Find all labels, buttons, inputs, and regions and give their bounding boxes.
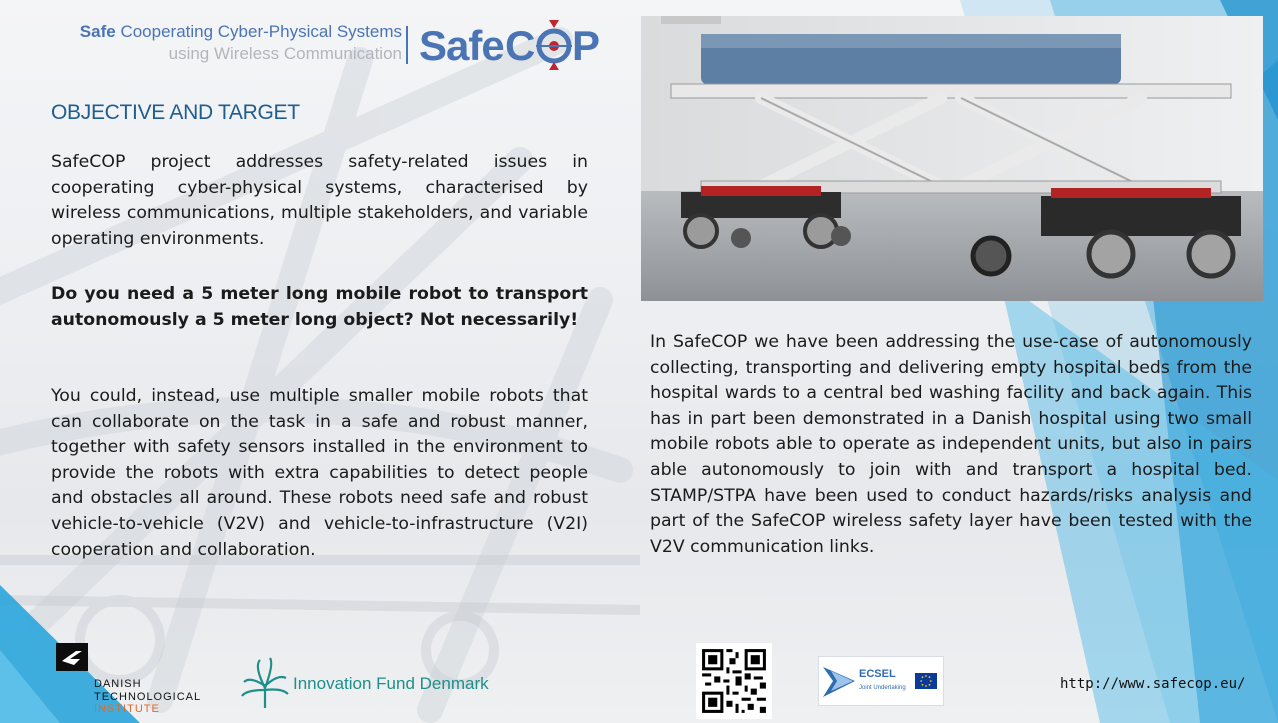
svg-text:C: C <box>505 22 536 69</box>
dti-logo <box>56 643 206 715</box>
section-title: OBJECTIVE AND TARGET <box>51 101 300 124</box>
ecsel-emblem-icon <box>819 657 943 705</box>
project-tagline-subtitle: using Wireless Communication <box>168 44 402 63</box>
safecop-logo <box>419 18 619 70</box>
ifd-leaf-icon <box>240 656 290 712</box>
ecsel-subtitle: Joint Undertaking <box>859 685 906 691</box>
qr-code-icon <box>696 643 772 719</box>
header-divider <box>406 26 408 64</box>
svg-text:P: P <box>572 22 601 69</box>
robot-bed-photo <box>641 16 1263 301</box>
use-case-paragraph: In SafeCOP we have been addressing the use-case of autonomously collecting, transporting and delivering empty hospital beds from the hospital wards to a central bed washing facility and back again. This has in part been demonstrated in a Danish hospital using two small mobile robots able to operate as independent units, but also in pairs able autonomously to join with and transport a hospital bed. STAMP/STPA have been used to conduct hazards/risks analysis and part of the SafeCOP wireless safety layer have been tested with the V2V communication links. <box>650 332 1252 557</box>
project-tagline: Safe Cooperating Cyber-Physical Systems <box>79 22 402 41</box>
intro-paragraph: SafeCOP project addresses safety-related issues in cooperating cyber-physical systems, characterised by wireless communications, multiple stakeholders, and variable operating environments. <box>51 152 588 249</box>
innovation-fund-denmark-logo <box>240 656 510 712</box>
svg-text:Safe: Safe <box>419 22 504 69</box>
ifd-name: Innovation Fund Denmark <box>293 674 489 693</box>
website-link[interactable]: http://www.safecop.eu/ <box>1060 676 1246 692</box>
dti-emblem-icon <box>56 643 88 671</box>
answer-paragraph: You could, instead, use multiple smaller mobile robots that can collaborate on the task in a safe and robust manner, together with safety sensors installed in the environment to provide the robots with extra capabilities to detect people and obstacles all around. These robots need safe and robust vehicle-to-vehicle (V2V) and vehicle-to-infrastructure (V2I) cooperation and collaboration. <box>51 386 588 560</box>
question-paragraph: Do you need a 5 meter long mobile robot to transport autonomously a 5 meter long object? Not necessarily! <box>51 284 588 330</box>
ecsel-logo <box>818 656 944 706</box>
header <box>36 18 608 70</box>
ecsel-name: ECSEL <box>859 668 896 680</box>
dti-name: DANISH TECHNOLOGICAL INSTITUTE <box>94 678 202 715</box>
